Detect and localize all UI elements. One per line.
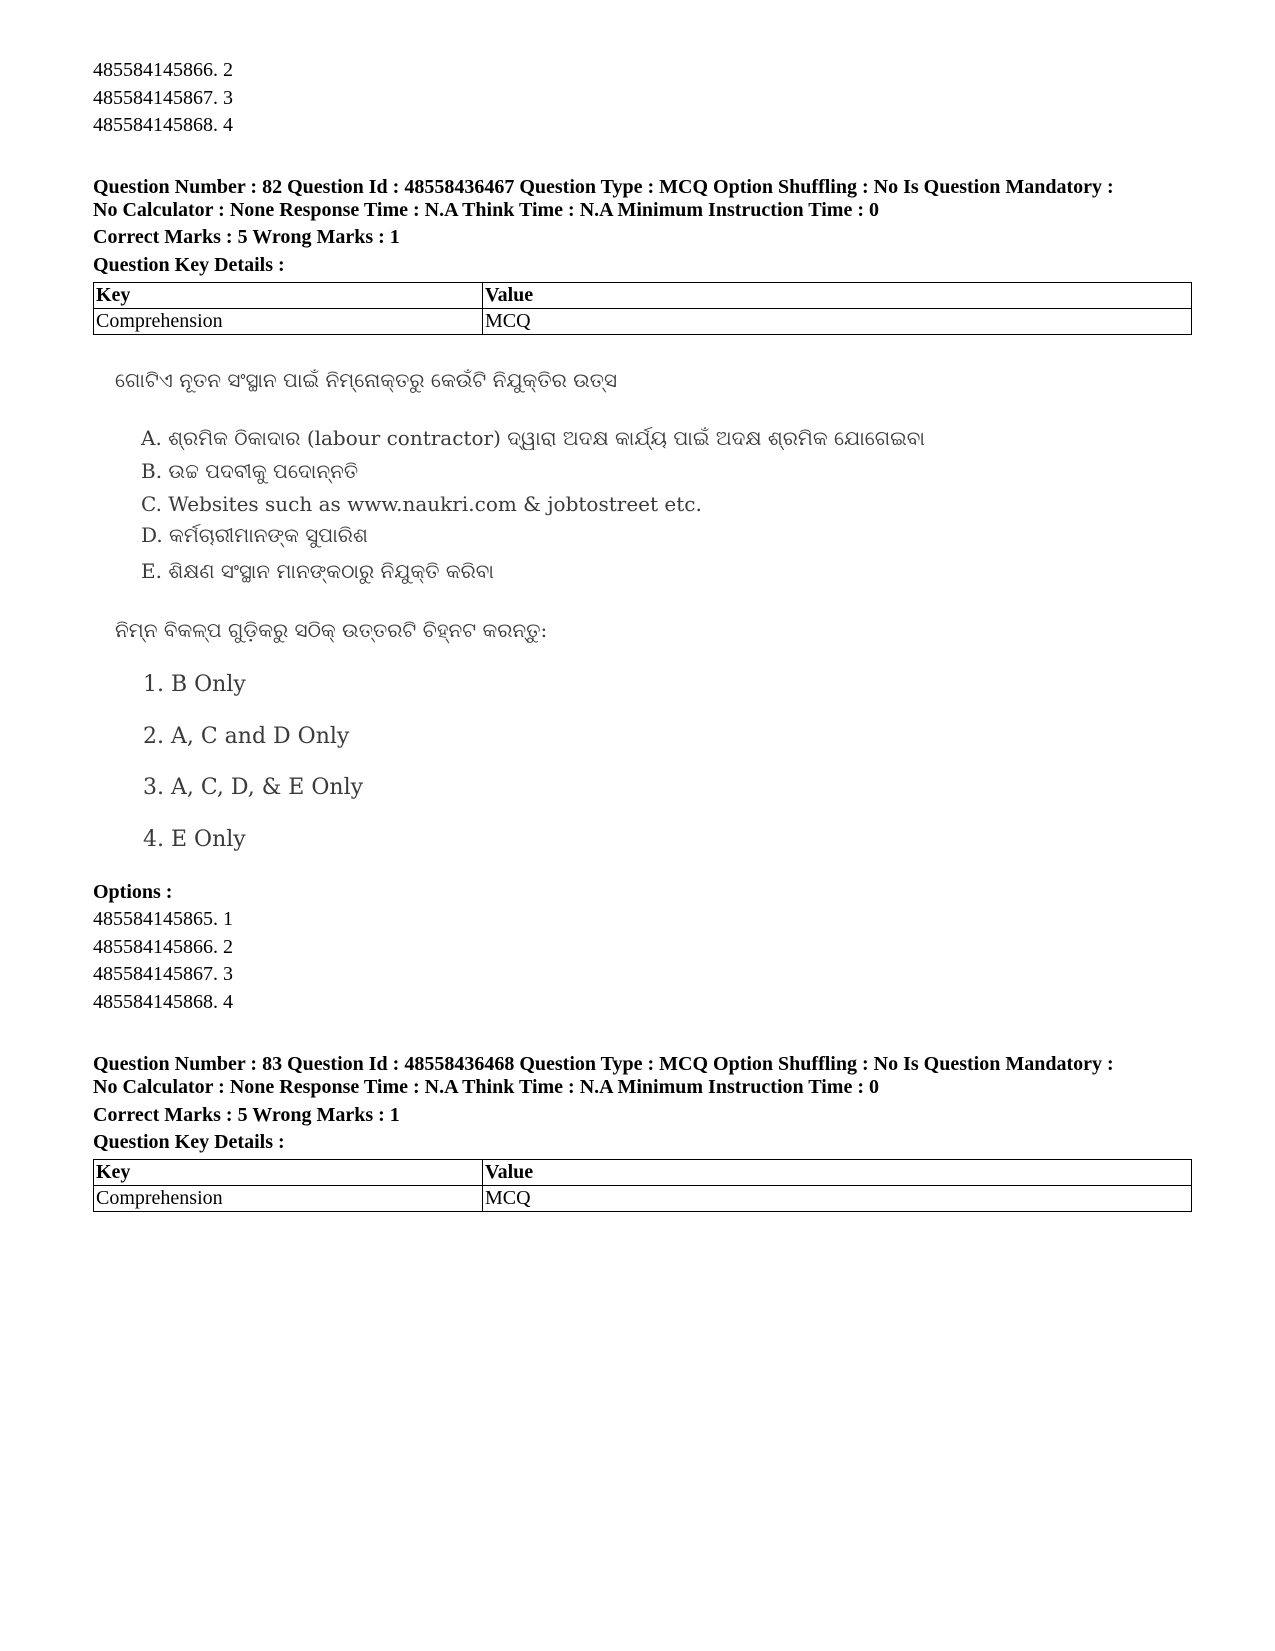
question-statement: C. Websites such as www.naukri.com & jobtostreet etc. — [141, 492, 702, 516]
question-statement: A. ଶ୍ରମିକ ଠିକାଦାର (labour contractor) ଦ୍ୱାରା ଅଦକ୍ଷ କାର୍ଯ୍ୟ ପାଇଁ ଅଦକ୍ଷ ଶ୍ରମିକ ଯୋଗେଇବା — [141, 426, 925, 450]
question-key-table — [93, 282, 1192, 335]
question-choice: 3. A, C, D, & E Only — [143, 775, 364, 800]
table-header-row — [94, 283, 1192, 309]
table-cell-key: Comprehension — [94, 309, 483, 335]
option-line: 485584145865. 1 — [93, 908, 233, 930]
question-choice: 4. E Only — [143, 827, 246, 852]
question-statement: B. ଉଚ୍ଚ ପଦବୀକୁ ପଦୋନ୍ନତି — [141, 459, 359, 483]
question-key-details-label: Question Key Details : — [93, 254, 285, 276]
question-key-details-label: Question Key Details : — [93, 1131, 285, 1153]
option-line: 485584145866. 2 — [93, 936, 233, 958]
question-stem: ଗୋଟିଏ ନୂତନ ସଂସ୍ଥାନ ପାଇଁ ନିମ୍ନୋକ୍ତରୁ କେଉଁଟି ନିଯୁକ୍ତିର ଉତ୍ସ — [115, 368, 618, 392]
table-cell-value: MCQ — [483, 309, 1192, 335]
question-image — [93, 368, 925, 902]
table-header-key: Key — [94, 1160, 483, 1186]
question-header-line1: Question Number : 82 Question Id : 48558436467 Question Type : MCQ Option Shuffling : No Is Question Mandatory : — [93, 176, 1114, 198]
question-header-line1: Question Number : 83 Question Id : 48558436468 Question Type : MCQ Option Shuffling : No Is Question Mandatory : — [93, 1053, 1114, 1075]
option-line: 485584145867. 3 — [93, 963, 233, 985]
option-line: 485584145868. 4 — [93, 991, 233, 1013]
question-marks: Correct Marks : 5 Wrong Marks : 1 — [93, 1104, 400, 1126]
table-header-value: Value — [483, 283, 1192, 309]
table-header-value: Value — [483, 1160, 1192, 1186]
option-line: 485584145868. 4 — [93, 114, 233, 136]
question-statement: D. କର୍ମଚାରୀମାନଙ୍କ ସୁପାରିଶ — [141, 523, 368, 547]
question-statement: E. ଶିକ୍ଷଣ ସଂସ୍ଥାନ ମାନଙ୍କଠାରୁ ନିଯୁକ୍ତି କରିବା — [141, 559, 494, 583]
question-choice: 2. A, C and D Only — [143, 724, 350, 749]
options-label: Options : — [93, 881, 173, 903]
table-cell-key: Comprehension — [94, 1186, 483, 1212]
question-header-line2: No Calculator : None Response Time : N.A Think Time : N.A Minimum Instruction Time : 0 — [93, 1076, 879, 1098]
question-instruction: ନିମ୍ନ ବିକଳ୍ପ ଗୁଡ଼ିକରୁ ସଠିକ୍ ଉତ୍ତରଟି ଚିହ୍ନଟ କରନ୍ତୁ: — [115, 618, 548, 642]
question-choice: 1. B Only — [143, 672, 246, 697]
table-cell-value: MCQ — [483, 1186, 1192, 1212]
table-header-row — [94, 1160, 1192, 1186]
table-row — [94, 1186, 1192, 1212]
question-header-line2: No Calculator : None Response Time : N.A Think Time : N.A Minimum Instruction Time : 0 — [93, 199, 879, 221]
table-row — [94, 309, 1192, 335]
question-marks: Correct Marks : 5 Wrong Marks : 1 — [93, 226, 400, 248]
option-line: 485584145866. 2 — [93, 59, 233, 81]
option-line: 485584145867. 3 — [93, 87, 233, 109]
question-key-table — [93, 1159, 1192, 1212]
table-header-key: Key — [94, 283, 483, 309]
